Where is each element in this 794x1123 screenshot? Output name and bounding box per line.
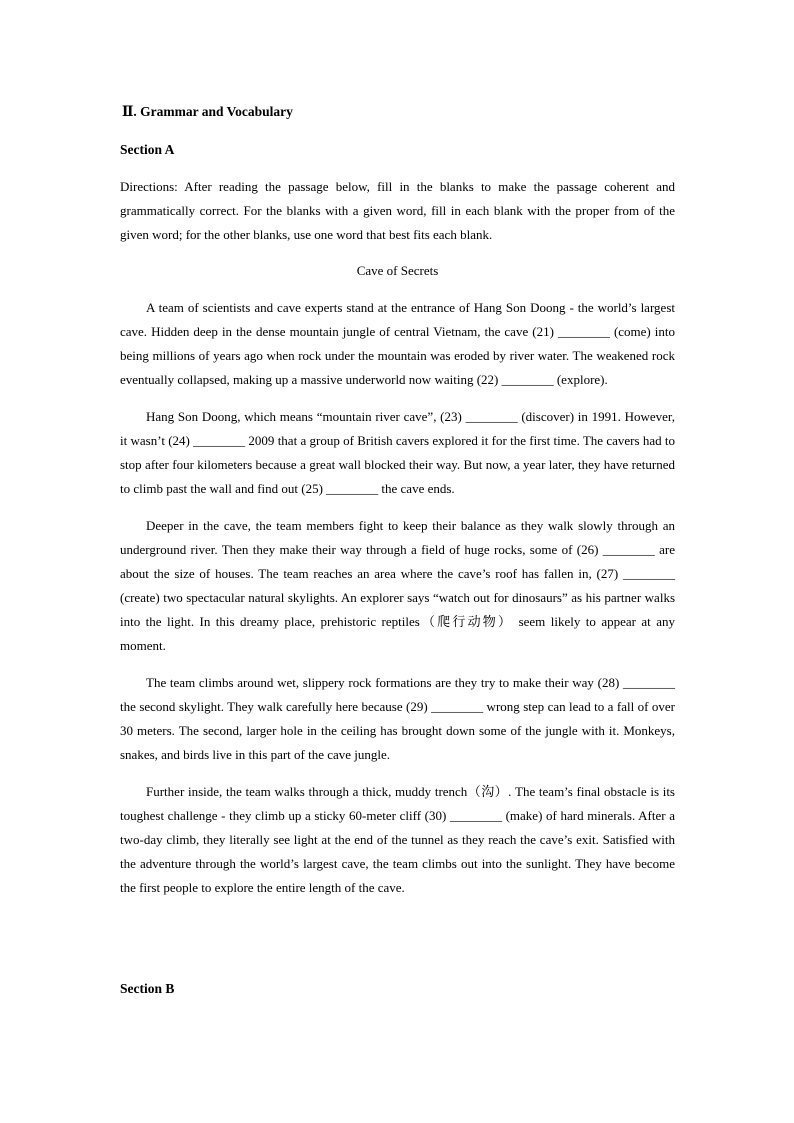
paragraph-1: A team of scientists and cave experts stand at the entrance of Hang Son Doong - the world’s largest cave. Hidden deep in the dense mountain jungle of central Vietnam, the cave (21) ________ (come) into being millions of years ago when rock under the mountain was eroded by river water. The weakened rock eventually collapsed, making up a massive underworld now waiting (22) ________ (explore). xyxy=(120,300,675,387)
section-heading: Ⅱ. Grammar and Vocabulary xyxy=(122,104,293,119)
paragraph-3: Deeper in the cave, the team members fight to keep their balance as they walk slowly through an underground river. Then they make their way through a field of huge rocks, some of (26) ________ are about the size of houses. The team reaches an area where the cave’s roof has fallen in, (27) ________ (create) two spectacular natural skylights. An explorer says “watch out for dinosaurs” as his partner walks into the light. In this dreamy place, prehistoric reptiles（爬行动物） seem likely to appear at any moment. xyxy=(120,518,675,653)
paragraph-2: Hang Son Doong, which means “mountain river cave”, (23) ________ (discover) in 1991. However, it wasn’t (24) ________ 2009 that a group of British cavers explored it for the first time. The cavers had to stop after four kilometers because a great wall blocked their way. But now, a year later, they have returned to climb past the wall and find out (25) ________ the cave ends. xyxy=(120,409,675,496)
section-b-label: Section B xyxy=(120,981,175,996)
paragraph-4: The team climbs around wet, slippery rock formations are they try to make their way (28) ________ the second skylight. They walk carefully here because (29) ________ wrong step can lead to a fall of over 30 meters. The second, larger hole in the ceiling has brought down some of the jungle with it. Monkeys, snakes, and birds live in this part of the cave jungle. xyxy=(120,675,675,762)
document-page xyxy=(120,100,675,996)
section-a-label: Section A xyxy=(120,142,175,157)
directions-text: Directions: After reading the passage below, fill in the blanks to make the passage coherent and grammatically correct. For the blanks with a given word, fill in each blank with the proper from of the given word; for the other blanks, use one word that best fits each blank. xyxy=(120,179,675,242)
passage-title: Cave of Secrets xyxy=(356,263,439,278)
paragraph-5: Further inside, the team walks through a thick, muddy trench（沟）. The team’s final obstacle is its toughest challenge - they climb up a sticky 60-meter cliff (30) ________ (make) of hard minerals. After a two-day climb, they literally see light at the end of the tunnel as they reach the cave’s exit. Satisfied with the adventure through the world’s largest cave, the team climbs out into the sunlight. They have become the first people to explore the entire length of the cave. xyxy=(120,784,675,895)
